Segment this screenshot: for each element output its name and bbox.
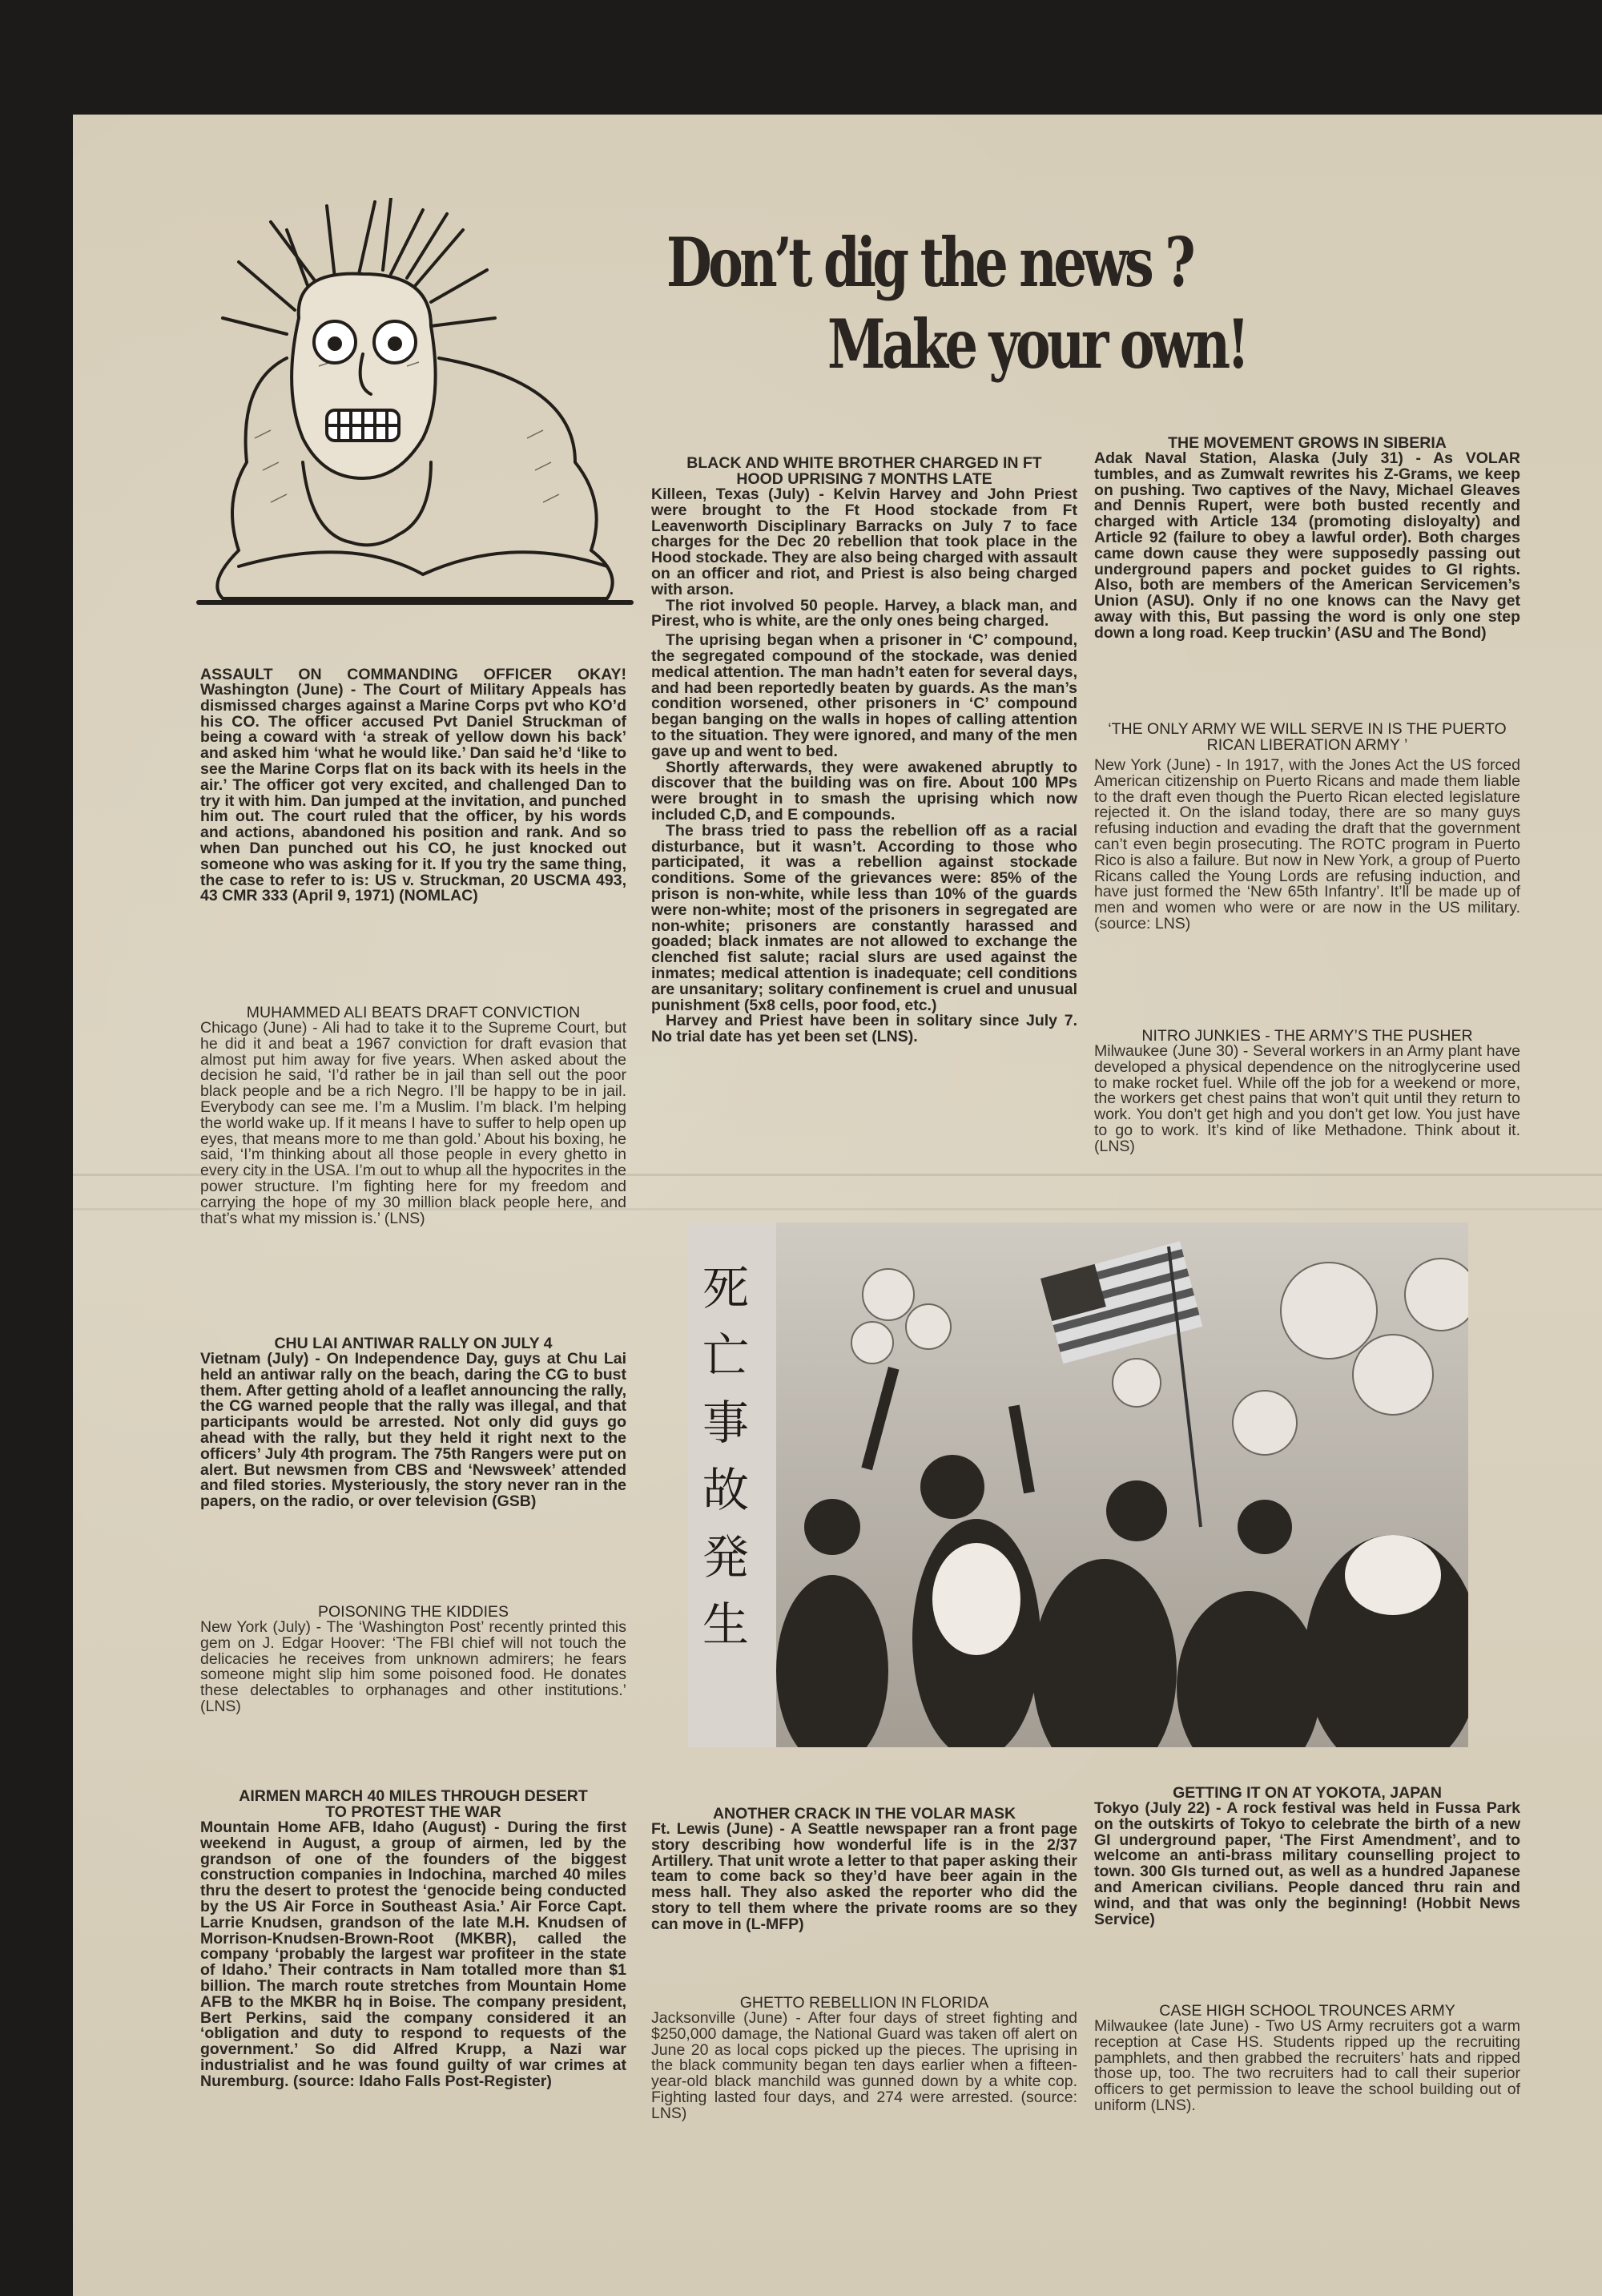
story-poisoning bbox=[200, 1604, 626, 1715]
story-title: AIRMEN MARCH 40 MILES THROUGH DESERT TO PROTEST THE WAR bbox=[239, 1787, 588, 1821]
story-title: ASSAULT ON COMMANDING OFFICER OKAY! bbox=[200, 666, 626, 683]
story-airmen bbox=[200, 1788, 626, 2090]
story-body: Vietnam (July) - On Independence Day, guys at Chu Lai held an antiwar rally on the beach, daring the CG to bust them. After getting ahold of a leaflet announcing the rally, the CG warned people that the rally was illegal, and that participants would be arrested. Not only did guys go ahead with the rally, but they held it right next to the officers’ July 4th program. The 75th Rangers were put on alert. But newsmen from CBS and ‘Newsweek’ attended and filed stories. Mysteriously, the story never ran in the papers, on the radio, or over television (GSB) bbox=[200, 1350, 626, 1511]
story-title: NITRO JUNKIES - THE ARMY’S THE PUSHER bbox=[1141, 1027, 1473, 1045]
story-paragraph: The uprising began when a prisoner in ‘C’ compound, the segregated compound of the stockade, was denied medical attention. The man hadn’t eaten for several days, and had been reportedly beaten by guards. As the man’s condition worsened, other prisoners in ‘C’ compound began banging on the walls in hopes of calling attention to the situation. They were ignored, and many of the men gave up and went to bed. bbox=[651, 631, 1077, 760]
story-title: ‘THE ONLY ARMY WE WILL SERVE IN IS THE PUERTO RICAN LIBERATION ARMY ’ bbox=[1108, 720, 1507, 754]
headline-line-1: Don’t dig the news ? bbox=[666, 223, 1192, 302]
story-title: THE MOVEMENT GROWS IN SIBERIA bbox=[1168, 434, 1447, 452]
crowd-photo-graphic bbox=[688, 1223, 1468, 1747]
story-puerto-rico bbox=[1094, 721, 1520, 932]
story-body: Milwaukee (late June) - Two US Army recruiters got a warm reception at Case HS. Students ripped up the recruiting pamphlets, and then grabbed the recruiters’ hats and ripped those up, too. The two recruiters had to call their superior officers to get permission to leave the school building out of uniform (LNS). bbox=[1094, 2017, 1520, 2114]
story-body: Ft. Lewis (June) - A Seattle newspaper ran a front page story describing how wonderful life is in the 2/37 Artillery. That unit wrote a letter to that paper asking their team to come back so they’d have beer again in the mess hall. They also asked the reporter who did the story to tell them where the private rooms are so they can move in (L-MFP) bbox=[651, 1820, 1077, 1933]
story-paragraph: Harvey and Priest have been in solitary since July 7. No trial date has yet been set (LNS). bbox=[651, 1012, 1077, 1046]
story-ali bbox=[200, 1005, 626, 1227]
story-paragraph: The brass tried to pass the rebellion off as a racial disturbance, but it wasn’t. According to those who participated, it was a rebellion against stockade conditions. Some of the grievances were: 85% of the prison is non-white, while less than 10% of the guards were non-white; most of the prisoners in segregated are non-white; prisoners are constantly harassed and goaded; black inmates are not allowed to exchange the clenched fist salute; racial slurs are used against the inmates; medical attention is inadequate; cell conditions are unsanitary; solitary confinement is cruel and unusual punishment (5x8 cells, poor food, etc.) bbox=[651, 821, 1077, 1014]
story-assault bbox=[200, 667, 626, 904]
story-body: Washington (June) - The Court of Military Appeals has dismissed charges against a Marine Corps pvt who KO’d his CO. The officer accused Pvt Daniel Struckman of being a coward with ‘a streak of yellow down his back’ and asked him ‘what he would like.’ Dan said he’d ‘like to see the Marine Corps flat on its back with its heels in the air.’ The officer got very excited, and challenged Dan to try it with him. Dan jumped at the invitation, and punched him out. The court ruled that the officer, by his words and actions, abandoned his position and rank. And so when Dan punched out his CO, he just knocked out someone who was asking for it. If you try the same thing, the case to refer to is: US v. Struckman, 20 USCMA 493, 43 CMR 333 (April 9, 1971) (NOMLAC) bbox=[200, 681, 626, 905]
story-body: Jacksonville (June) - After four days of street fighting and $250,000 damage, the National Guard was taken off alert on June 20 as local cops picked up the pieces. The uprising in the black community began ten days earlier when a fifteen-year-old black manchild was gunned down by a white cop. Fighting lasted four days, and 274 were arrested. (source: LNS) bbox=[651, 2009, 1077, 2122]
story-title: CASE HIGH SCHOOL TROUNCES ARMY bbox=[1159, 2002, 1455, 2020]
story-body: New York (June) - In 1917, with the Jones Act the US forced American citizenship on Puerto Ricans and made them liable to the draft even though the Puerto Rican elected legislature rejected it. On the island today, there are so many guys refusing induction and evading the draft that the government can’t even begin prosecuting. The ROTC program in Puerto Rico is also a failure. But now in New York, a group of Puerto Ricans called the Young Lords are refusing induction, and have just formed the ‘New 65th Infantry’. It’ll be made up of men and women who were or are now in the US military. (source: LNS) bbox=[1094, 756, 1520, 932]
story-volar-mask bbox=[651, 1806, 1077, 1933]
story-body: New York (July) - The ‘Washington Post’ recently printed this gem on J. Edgar Hoover: ‘The FBI chief will not touch the delicacies he receives from unknown admirers; he fears someone might slip him some poisoned food. He donates these delectables to orphanages and other institutions.’ (LNS) bbox=[200, 1618, 626, 1715]
story-body: Chicago (June) - Ali had to take it to the Supreme Court, but he did it and beat a 1967 conviction for draft evasion that almost put him away for five years. When asked about the decision he said, ‘I’d rather be in jail than sell out the poor black people and be a rich Negro. I’ll be happy to be in jail. Everybody can see me. I’m a Muslim. I’m black. I’m helping the world wake up. If it means I have to suffer to help open up eyes, that means more to me than gold.’ About his boxing, he said, ‘I’m thinking about all those people in every ghetto in every city in the USA. I’m out to whup all the hypocrites in the power structure. I’m fighting here for my freedom and carrying the hope of my 30 million black people here, and that’s what my mission is.’ (LNS) bbox=[200, 1019, 626, 1227]
story-ft-hood bbox=[651, 455, 1077, 1045]
story-chu-lai bbox=[200, 1335, 626, 1510]
story-paragraph: Killeen, Texas (July) - Kelvin Harvey and John Priest were brought to the Ft Hood stockade from Ft Leavenworth Disciplinary Barracks on July 7 to face charges for the Dec 20 rebellion that took place in the Hood stockade. They are also being charged with assault on an officer and riot, and Priest is also being charged with arson. bbox=[651, 485, 1077, 598]
story-body: Milwaukee (June 30) - Several workers in an Army plant have developed a physical dependence on the nitroglycerine used to make rocket fuel. While off the job for a weekend or more, the workers get chest pains that won’t quit until they return to work. You don’t get high and you don’t get low. You just have to go to work. It’s kind of like Methadone. Think about it. (LNS) bbox=[1094, 1042, 1520, 1155]
banner-characters: 死亡事故 発生 bbox=[702, 1261, 750, 1652]
story-title: GETTING IT ON AT YOKOTA, JAPAN bbox=[1173, 1784, 1442, 1802]
story-body: Tokyo (July 22) - A rock festival was held in Fussa Park on the outskirts of Tokyo to celebrate the birth of a new GI underground paper, ‘The First Amendment’, and to welcome an anti-brass military counselling project to town. 300 GIs turned out, as well as a hundred Japanese and American civilians. People danced thru rain and wind, and that was only the beginning! (Hobbit News Service) bbox=[1094, 1799, 1520, 1928]
story-title: CHU LAI ANTIWAR RALLY ON JULY 4 bbox=[274, 1335, 553, 1352]
story-yokota bbox=[1094, 1785, 1520, 1927]
story-siberia bbox=[1094, 435, 1520, 642]
story-case-high-school bbox=[1094, 2003, 1520, 2114]
story-ghetto-rebellion bbox=[651, 1995, 1077, 2122]
story-title: GHETTO REBELLION IN FLORIDA bbox=[739, 1994, 989, 2012]
frazzled-man-cartoon bbox=[191, 198, 639, 618]
story-body: Mountain Home AFB, Idaho (August) - During the first weekend in August, a group of airmen, led by the grandson of one of the founders of the biggest construction companies in Indochina, marched 40 miles thru the desert to protest the ‘genocide being conducted by the US Air Force in Southeast Asia.’ Air Force Capt. Larrie Knudsen, grandson of the late M.H. Knudsen of Morrison-Knudsen-Brown-Root (MKBR), called the company ‘probably the largest war profiteer in the state of Idaho.’ Their contracts in Nam totalled more than $1 billion. The march route stretches from Mountain Home AFB to the MKBR hq in Boise. The company president, Bert Perkins, said the company considered it an ‘obligation and duty to respond to requests of the government.’ So did Alfred Krupp, a Nazi war industrialist and he was found guilty of war crimes at Nuremburg. (source: Idaho Falls Post-Register) bbox=[200, 1819, 626, 2090]
story-paragraph: The riot involved 50 people. Harvey, a black man, and Pirest, who is white, are the only ones being charged. bbox=[651, 596, 1077, 630]
headline-line-2: Make your own! bbox=[827, 304, 1246, 384]
story-title: MUHAMMED ALI BEATS DRAFT CONVICTION bbox=[246, 1004, 581, 1021]
story-nitro-junkies bbox=[1094, 1028, 1520, 1155]
story-title: BLACK AND WHITE BROTHER CHARGED IN FT HOOD UPRISING 7 MONTHS LATE bbox=[686, 454, 1042, 488]
story-title: POISONING THE KIDDIES bbox=[317, 1603, 509, 1621]
story-body: Adak Naval Station, Alaska (July 31) - As VOLAR tumbles, and as Zumwalt rewrites his Z-Grams, we keep on pushing. Two captives of the Navy, Michael Gleaves and Dennis Rupert, were both busted recently and charged with Article 134 (promoting disloyalty) and Article 92 (failure to obey a lawful order). Both charges came down cause they were supposedly passing out underground papers and pocket guides to GI rights. Also, both are members of the American Servicemen’s Union (ASU). Only if no one knows can the Navy get away with this, But passing the word is only one step down a long road. Keep truckin’ (ASU and The Bond) bbox=[1094, 449, 1520, 642]
story-paragraph: Shortly afterwards, they were awakened abruptly to discover that the building was on fire. About 100 MPs were brought in to smash the uprising which now included C,D, and E compounds. bbox=[651, 758, 1077, 824]
protest-rally-photo bbox=[688, 1223, 1468, 1747]
story-title: ANOTHER CRACK IN THE VOLAR MASK bbox=[712, 1805, 1016, 1823]
